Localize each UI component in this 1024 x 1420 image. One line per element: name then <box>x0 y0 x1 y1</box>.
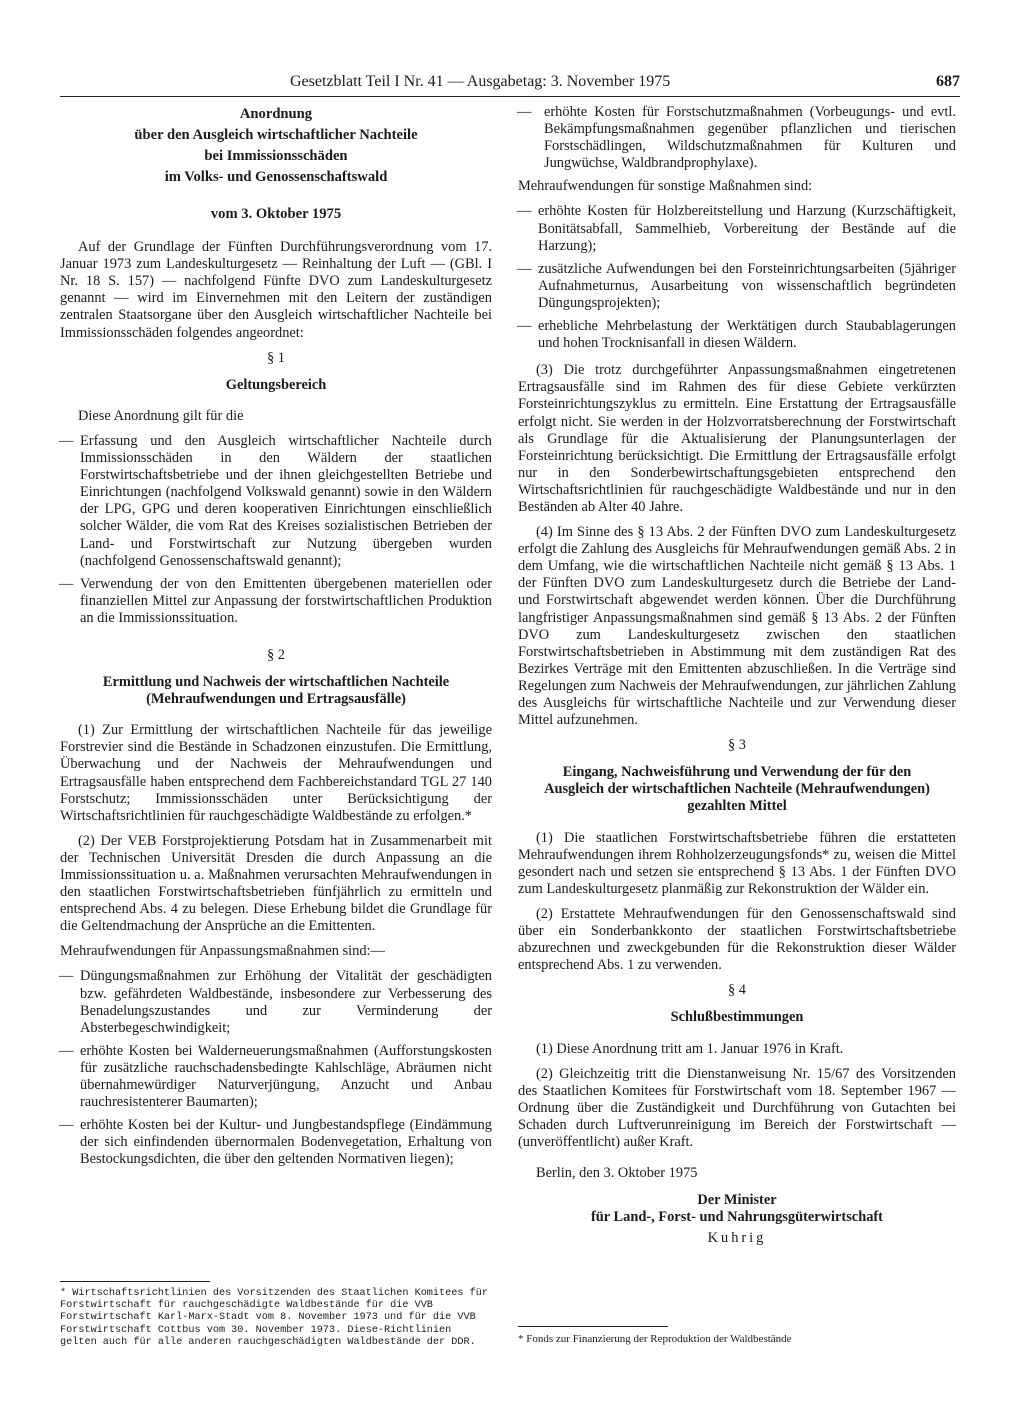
list-intro: Mehraufwendungen für sonstige Maßnahmen sind: <box>518 178 813 195</box>
signer-name: Kuhrig <box>707 1230 767 1247</box>
paragraph: (2) Der VEB Forstprojektierung Potsdam hat in Zusammenarbeit mit der Technischen Universität Dresden die durch Anpassung an die Immissionssituation u. a. Maßnahmen verursachten Mehraufwendungen in den staatlichen Forstwirtschaftsbetrieben fünfjährlich zu ermitteln und entsprechend Abs. 4 zu belegen. Diese Erhebung bildet die Grundlage für die Geltendmachung der Ansprüche an die Emittenten. <box>60 832 492 935</box>
title-line: Anordnung <box>239 106 313 122</box>
preamble: Auf der Grundlage der Fünften Durchführungsverordnung vom 17. Januar 1973 zum Landeskulturgesetz — Reinhaltung der Luft — (GBl. I Nr. 18 S. 157) — nachfolgend Fünfte DVO zum Landeskulturgesetz genannt — wird im Einvernehmen mit den Leitern der zuständigen zentralen Staatsorgane über den Ausgleich wirtschaftlicher Nachteile bei Immissionsschäden folgendes angeordnet: <box>60 239 492 341</box>
paragraph: (1) Diese Anordnung tritt am 1. Januar 1976 in Kraft. <box>536 1040 844 1057</box>
signature-line: Der Minister <box>697 1192 777 1209</box>
paragraph: (1) Die staatlichen Forstwirtschaftsbetriebe führen die erstatteten Mehraufwendungen ihrem Rohholzerzeugungsfonds* zu, weisen die Mittel gesondert nach und setzen sie entsprechend § 13 Abs. 1 der Fünften DVO zum Landeskulturgesetz planmäßig zur Rekonstruktion der Wälder ein. <box>518 829 956 897</box>
right-column <box>518 104 956 1247</box>
section-number: § 2 <box>267 646 285 663</box>
paragraph: (3) Die trotz durchgeführter Anpassungsmaßnahmen eingetretenen Ertragsausfälle sind im Rahmen des für diese Gebiete verkürzten Forsteinrichtungszyklus zu ermitteln. Eine Erstattung der Ertragsausfälle erfolgt nicht. Sie werden in der Holzvorratsberechnung der Forstwirtschaft als Grundlage für die Aktualisierung der Planungsunterlagen der Forsteinrichtung berücksichtigt. Die Ermittlung der Ertragsausfälle erfolgt nur in den Sonderbewirtschaftungsgebieten entsprechend den Wirtschaftsrichtlinien für rauchgeschädigte Waldbestände und nur in den Beständen ab Alter 40 Jahre. <box>518 362 956 515</box>
list-item: — Erfassung und den Ausgleich wirtschaftlicher Nachteile durch Immissionsschäden in den Wäldern der staatlichen Forstwirtschaftsbetriebe und der ihnen gleichgestellten Betriebe und Einrichtungen (nachfolgend Volkswald genannt) sowie in den Wäldern der LPG, GPG und deren kooperativen Einrichtungen einschließlich solcher Wälder, die vom Rat des Kreises sozialistischen Betrieben der Land- und Forstwirtschaft zur Nutzung übergeben wurden (nachfolgend Genossenschaftswald genannt); <box>60 433 492 570</box>
list-item: — erhebliche Mehrbelastung der Werktätigen durch Staubablagerungen und hohen Trocknisanfall in diesen Wäldern. <box>518 318 956 352</box>
heading-line: Eingang, Nachweisführung und Verwendung der für den <box>562 764 912 781</box>
signature-line: für Land-, Forst- und Nahrungsgüterwirtschaft <box>591 1209 883 1226</box>
paragraph: (2) Gleichzeitig tritt die Dienstanweisung Nr. 15/67 des Vorsitzenden des Staatlichen Komitees für Forstwirtschaft vom 18. September 1967 — Ordnung über die Zuständigkeit und Durchführung von Gutachten bei Schaden durch Luftverunreinigung im Bereich der Forstwirtschaft — (unveröffentlicht) außer Kraft. <box>518 1065 956 1150</box>
section-heading: Geltungsbereich <box>225 376 327 393</box>
header-title: Gesetzblatt Teil I Nr. 41 — Ausgabetag: 3. November 1975 <box>290 73 671 90</box>
paragraph: (4) Im Sinne des § 13 Abs. 2 der Fünften DVO zum Landeskulturgesetz erfolgt die Zahlung des Ausgleichs für Mehraufwendungen gemäß Abs. 2 in dem Umfang, wie die wirtschaftlichen Nachteile nicht gemäß § 13 Abs. 1 der Fünften DVO zum Landeskulturgesetz durch die Betriebe der Land- und Forstwirtschaft abgewendet werden können. Über die Durchführung langfristiger Anpassungsmaßnahmen sind gemäß § 13 Abs. 2 der Fünften DVO zum Landeskulturgesetz zwischen den staatlichen Forstwirtschaftsbetrieben in Abstimmung mit dem zuständigen Rat des Bezirkes Verträge mit den Emittenten abzuschließen. In die Verträge sind Regelungen zum Nachweis der Mehraufwendungen, zur jährlichen Zahlung des Ausgleichs für wirtschaftliche Nachteile und zur Verwendung dieser Mittel aufzunehmen. <box>518 524 956 729</box>
list-intro: Mehraufwendungen für Anpassungsmaßnahmen sind:— <box>60 943 385 960</box>
document-title <box>60 104 492 188</box>
section-number: § 4 <box>728 982 746 999</box>
section-number: § 1 <box>267 349 285 366</box>
title-line: bei Immissionsschäden <box>204 148 348 164</box>
left-column <box>60 104 492 1175</box>
list-item: — erhöhte Kosten für Holzbereitstellung und Harzung (Kurzschäftigkeit, Bonitätsabfall, Sammelhieb, Vorbereitung der Bestände auf die Harzung); <box>518 203 956 254</box>
header-divider <box>60 96 960 97</box>
list-item: — erhöhte Kosten für Forstschutzmaßnahmen (Vorbeugungs- und evtl. Bekämpfungsmaßnahmen gegenüber pflanzlichen und tierischen Forstschädlingen, Wildschutzmaßnahmen für Kulturen und Jungwüchse, Waldbrandprophylaxe). <box>518 104 956 172</box>
document-date: vom 3. Oktober 1975 <box>210 206 342 222</box>
footnote-left: * Wirtschaftsrichtlinien des Vorsitzenden des Staatlichen Komitees für Forstwirtschaft für rauchgeschädigte Waldbestände für die VVB Forstwirtschaft Karl-Marx-Stadt vom 8. November 1973 und für die VVB Forstwirtschaft Cottbus vom 30. November 1973. Diese-Richtlinien gelten auch für alle anderen rauchgeschädigten Waldbestände der DDR. <box>60 1288 488 1348</box>
place-date: Berlin, den 3. Oktober 1975 <box>536 1165 698 1182</box>
title-line: über den Ausgleich wirtschaftlicher Nachteile <box>134 127 418 143</box>
page-header <box>60 68 960 96</box>
heading-line: (Mehraufwendungen und Ertragsausfälle) <box>146 691 406 708</box>
section-intro: Diese Anordnung gilt für die <box>78 407 244 424</box>
footnote-divider <box>518 1326 668 1327</box>
section-heading <box>518 764 956 815</box>
paragraph: (1) Zur Ermittlung der wirtschaftlichen Nachteile für das jeweilige Forstrevier sind die Bestände in Schadzonen einzustufen. Die Ermittlung, Überwachung und der Nachweis der Mehraufwendungen und Ertragsausfälle haben entsprechend dem Fachbereichstandard TGL 27 140 Forstschutz; Immissionsschäden unter Berücksichtigung der Wirtschaftsrichtlinien für rauchgeschädigte Waldbestände zu erfolgen.* <box>60 722 492 824</box>
heading-line: Ausgleich der wirtschaftlichen Nachteile (Mehraufwendungen) <box>544 781 930 798</box>
list-item: — Verwendung der von den Emittenten übergebenen materiellen oder finanziellen Mittel zur Anpassung der forstwirtschaftlichen Produktion an die Immissionssituation. <box>60 576 492 627</box>
footnote-divider <box>60 1281 210 1282</box>
section-heading <box>60 674 492 708</box>
page-number: 687 <box>936 73 960 90</box>
title-line: im Volks- und Genossenschaftswald <box>164 169 388 185</box>
list-item: — zusätzliche Aufwendungen bei den Forsteinrichtungsarbeiten (5jähriger Aufnahmeturnus, Ausarbeitung von wissenschaftlich begründeten Düngungsprojekten); <box>518 261 956 312</box>
signature-block <box>518 1192 956 1247</box>
list-item: — erhöhte Kosten bei der Kultur- und Jungbestandspflege (Eindämmung der sich einfindenden übernormalen Bodenvegetation, Erhaltung von Bestockungsdichten, die über den geltenden Normativen liegen); <box>60 1117 492 1168</box>
list-item: — erhöhte Kosten bei Walderneuerungsmaßnahmen (Aufforstungskosten für zusätzliche rauchschadensbedingte Kahlschläge, Abräumen nicht übernahmewürdiger Naturverjüngung, Anzucht und Anbau rauchresistenterer Baumarten); <box>60 1043 492 1111</box>
section-heading: Schlußbestimmungen <box>670 1009 804 1026</box>
list-item: — Düngungsmaßnahmen zur Erhöhung der Vitalität der geschädigten bzw. gefährdeten Waldbestände, insbesondere zur Verbesserung des Benadelungszustandes und zur Verminderung der Absterbegeschwindigkeit; <box>60 968 492 1036</box>
paragraph: (2) Erstattete Mehraufwendungen für den Genossenschaftswald sind über ein Sonderbankkonto der staatlichen Forstwirtschaftsbetriebe abzurechnen und zweckgebunden für die Rekonstruktion dieser Wälder entsprechend Abs. 1 zu verwenden. <box>518 905 956 974</box>
section-number: § 3 <box>728 737 746 754</box>
heading-line: Ermittlung und Nachweis der wirtschaftlichen Nachteile <box>102 674 450 691</box>
heading-line: gezahlten Mittel <box>687 798 787 815</box>
footnote-right: * Fonds zur Finanzierung der Reproduktion der Waldbestände <box>518 1333 792 1345</box>
